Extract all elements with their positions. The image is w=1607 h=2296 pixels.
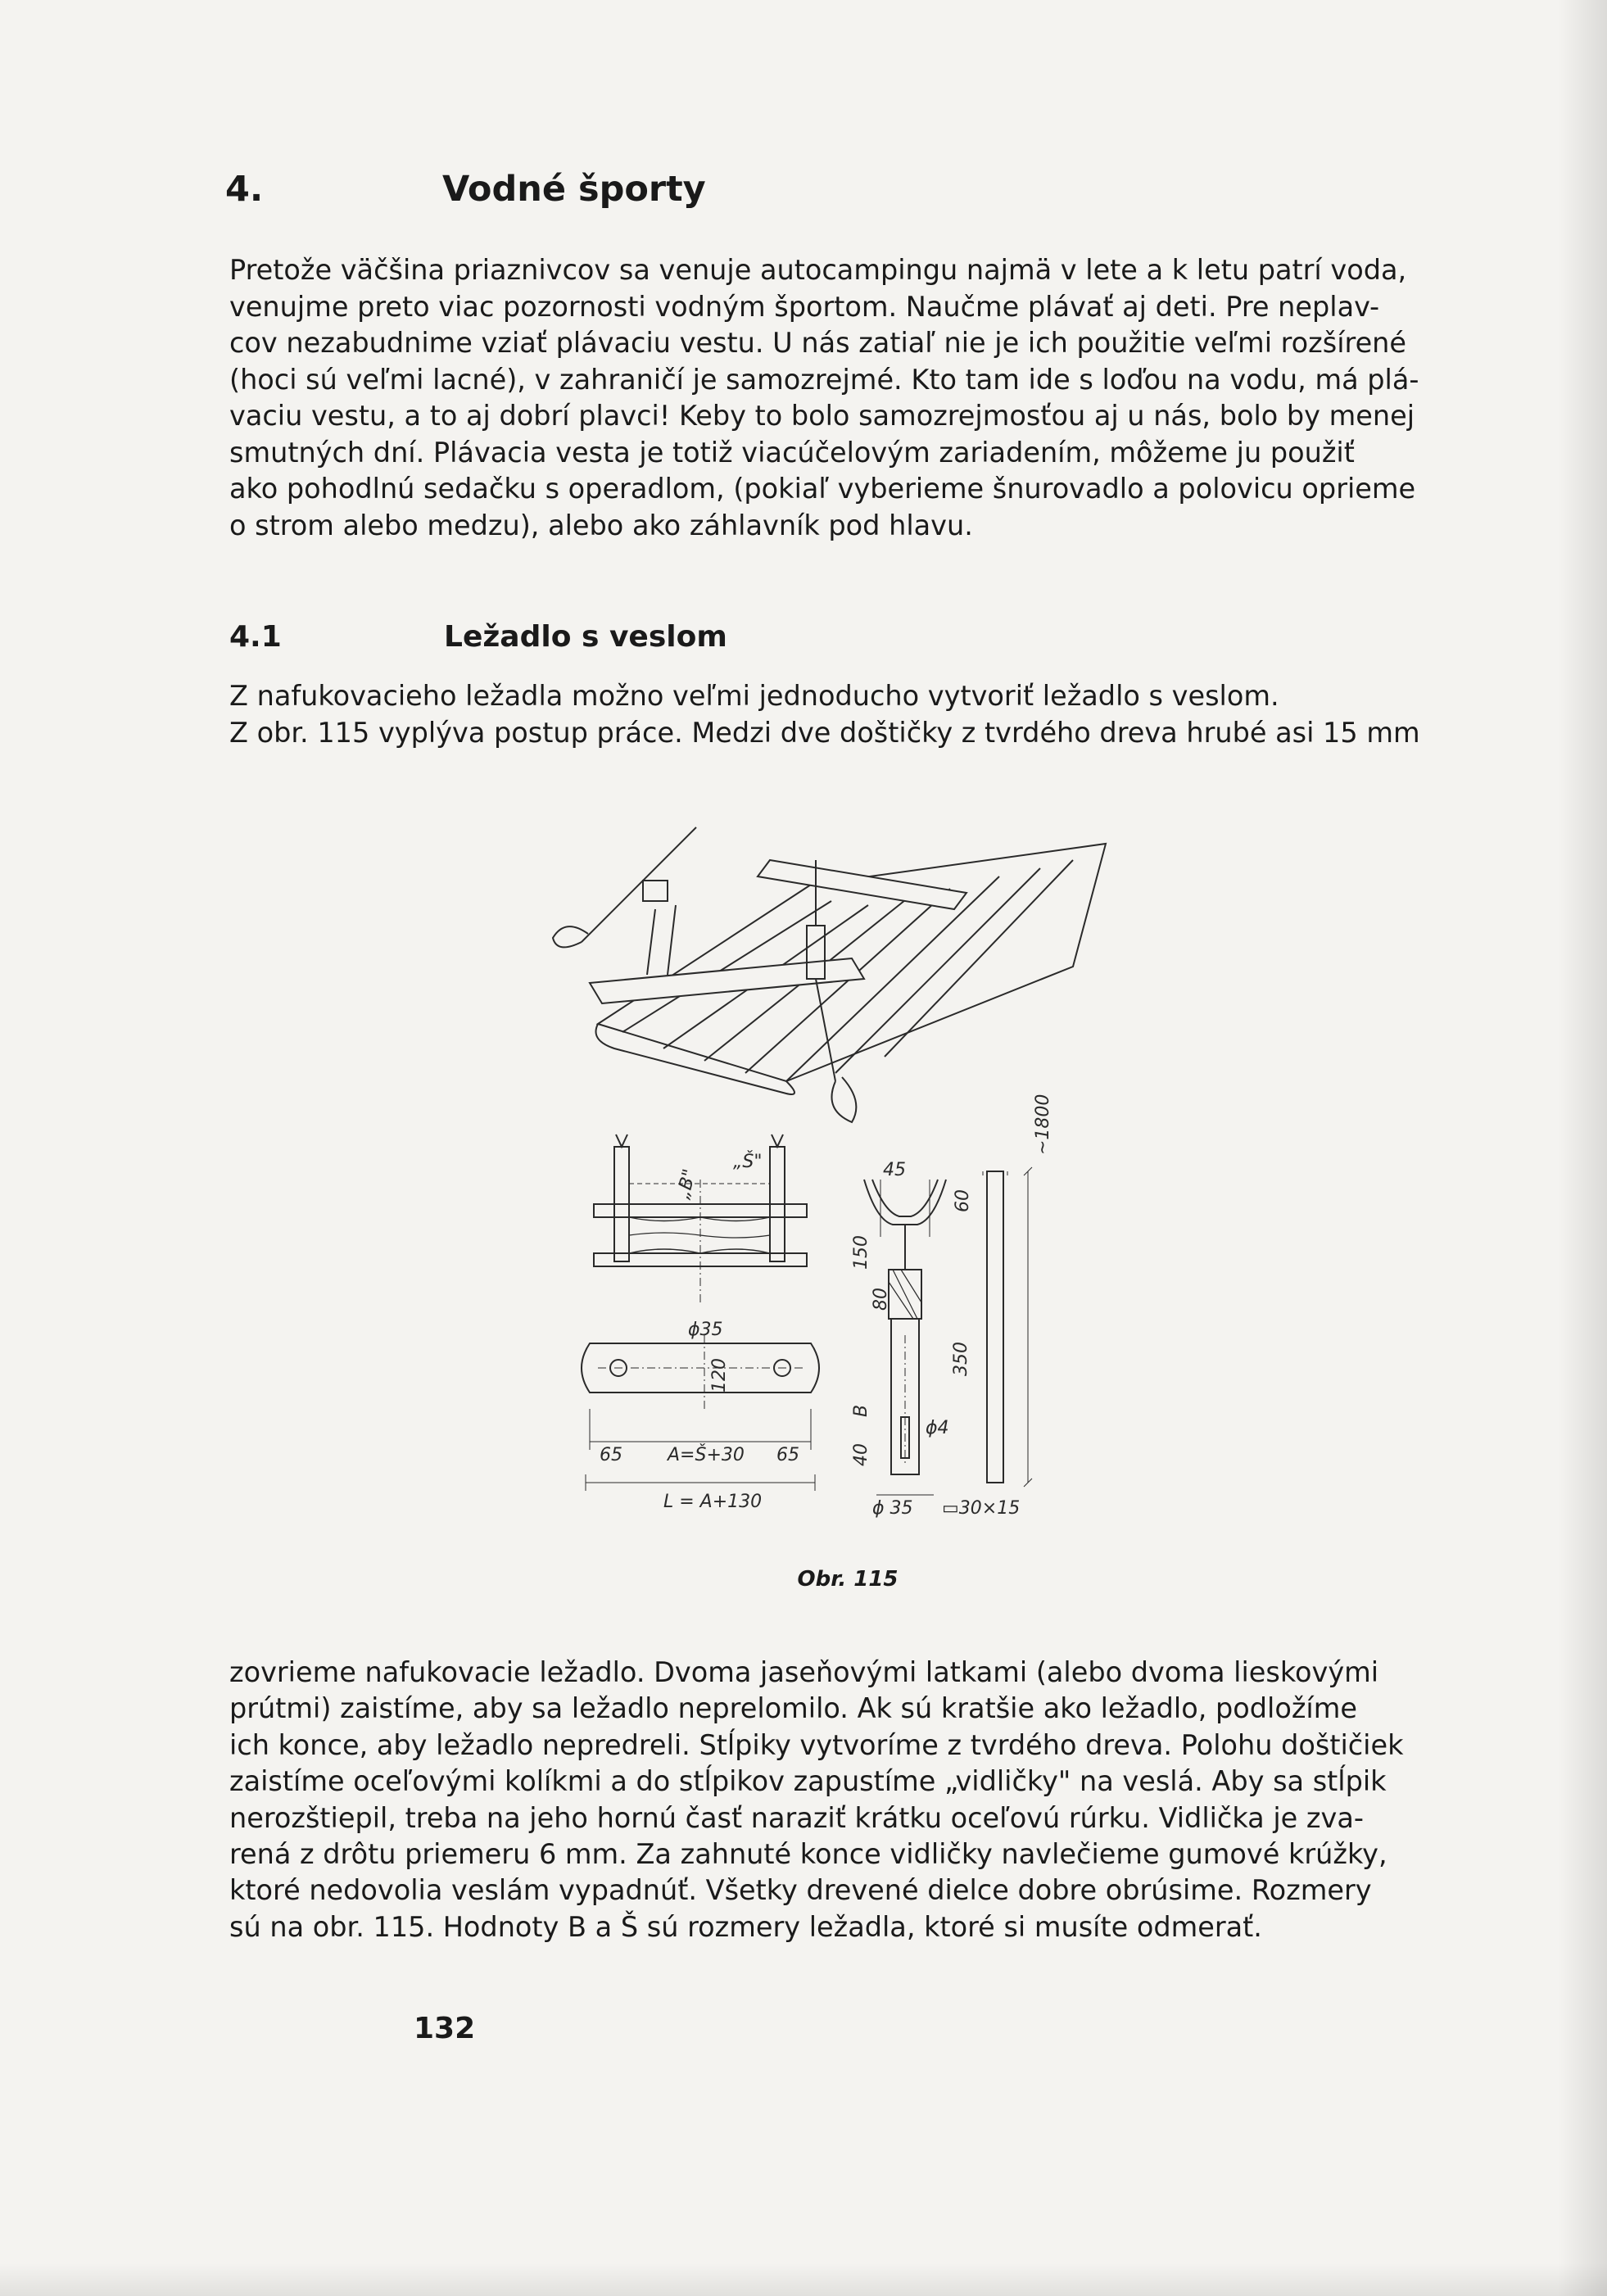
text-line: Z obr. 115 vyplýva postup práce. Medzi dve doštičky z tvrdého dreva hrubé asi 15 mm [229, 716, 1420, 749]
dim-label: „B" [672, 1166, 701, 1202]
section-heading [225, 161, 962, 218]
dim-label: 65 [600, 1445, 622, 1465]
bottom-edge-shadow [0, 2263, 1607, 2296]
dim-label: „Š" [733, 1152, 763, 1172]
text-line: Pretože väčšina priaznivcov sa venuje autocampingu najmä v lete a k letu patrí voda, [229, 254, 1407, 286]
dim-label: L = A+130 [663, 1492, 763, 1512]
binding-shadow [1558, 0, 1607, 2296]
technical-drawing [541, 811, 1179, 1532]
text-line: vaciu vestu, a to aj dobrí plavci! Keby to bolo samozrejmosťou aj u nás, bolo by menej [229, 400, 1415, 432]
text-line: venujme preto viac pozornosti vodným športom. Naučme plávať aj deti. Pre neplav- [229, 290, 1380, 323]
text-line: cov nezabudnime vziať plávaciu vestu. U nás zatiaľ nie je ich použitie veľmi rozšírené [229, 327, 1407, 359]
intro-paragraph [229, 252, 1454, 544]
front-view-drawing [594, 1134, 807, 1302]
text-line: o strom alebo medzu), alebo ako záhlavník pod hlavu. [229, 509, 973, 541]
text-line: ktoré nedovolia veslám vypadnúť. Všetky drevené dielce dobre obrúsime. Rozmery [229, 1874, 1372, 1907]
dim-label: ϕ 35 [872, 1498, 913, 1519]
text-line: prútmi) zaistíme, aby sa ležadlo neprelomilo. Ak sú kratšie ako ležadlo, podložíme [229, 1692, 1357, 1725]
oar-shaft-drawing [983, 1167, 1032, 1487]
dim-label: A=Š+30 [668, 1445, 745, 1465]
text-line: ako pohodlnú sedačku s operadlom, (pokiaľ vyberieme šnurovadlo a polovicu oprieme [229, 473, 1416, 505]
text-line: nerozštiepil, treba na jeho hornú časť naraziť krátku oceľovú rúrku. Vidlička je zva- [229, 1801, 1364, 1834]
dim-label: 80 [871, 1288, 891, 1311]
plate-top-view-drawing [582, 1335, 819, 1491]
text-line: ich konce, aby ležadlo nepredreli. Stĺpiky vytvoríme z tvrdého dreva. Polohu doštičiek [229, 1728, 1404, 1761]
dim-label: 350 [951, 1342, 971, 1376]
dim-label: 60 [953, 1189, 973, 1212]
subsection-number: 4.1 [229, 620, 282, 654]
text-line: (hoci sú veľmi lacné), v zahraničí je samozrejmé. Kto tam ide s loďou na vodu, má plá- [229, 363, 1419, 396]
text-line: zaistíme oceľovými kolíkmi a do stĺpikov zapustíme „vidličky" na veslá. Aby sa stĺpik [229, 1765, 1387, 1798]
subsection-paragraph [229, 678, 1454, 751]
page-number: 132 [414, 2012, 476, 2045]
dim-label: 150 [851, 1235, 871, 1270]
dim-label: 40 [851, 1443, 871, 1466]
dim-label: 65 [776, 1445, 799, 1465]
text-line: rená z drôtu priemeru 6 mm. Za zahnuté konce vidličky navlečieme gumové krúžky, [229, 1837, 1387, 1870]
text-line: sú na obr. 115. Hodnoty B a Š sú rozmery ležadla, ktoré si musíte odmerať. [229, 1910, 1262, 1943]
mattress-perspective-illustration [553, 827, 1106, 1122]
continuation-paragraph [229, 1655, 1454, 1945]
text-line: zovrieme nafukovacie ležadlo. Dvoma jaseňovými latkami (alebo dvoma lieskovými [229, 1656, 1379, 1688]
post-detail-drawing [864, 1180, 946, 1495]
dim-label: B [851, 1404, 871, 1417]
section-title: Vodné športy [442, 169, 706, 210]
text-line: smutných dní. Plávacia vesta je totiž viacúčelovým zariadením, môžeme ju použiť [229, 436, 1355, 469]
dim-label: ▭30×15 [942, 1498, 1021, 1519]
dim-label: ϕ4 [926, 1418, 949, 1438]
figure-115 [541, 811, 1179, 1532]
subsection-heading [229, 613, 966, 662]
dim-label: 120 [709, 1358, 730, 1393]
dim-label: ϕ35 [688, 1320, 723, 1340]
figure-caption: Obr. 115 [797, 1567, 899, 1592]
section-number: 4. [225, 169, 264, 210]
dim-label: ~1800 [1033, 1094, 1053, 1155]
subsection-title: Ležadlo s veslom [444, 620, 727, 654]
text-line: Z nafukovacieho ležadla možno veľmi jednoducho vytvoriť ležadlo s veslom. [229, 680, 1279, 712]
dim-label: 45 [883, 1160, 906, 1180]
